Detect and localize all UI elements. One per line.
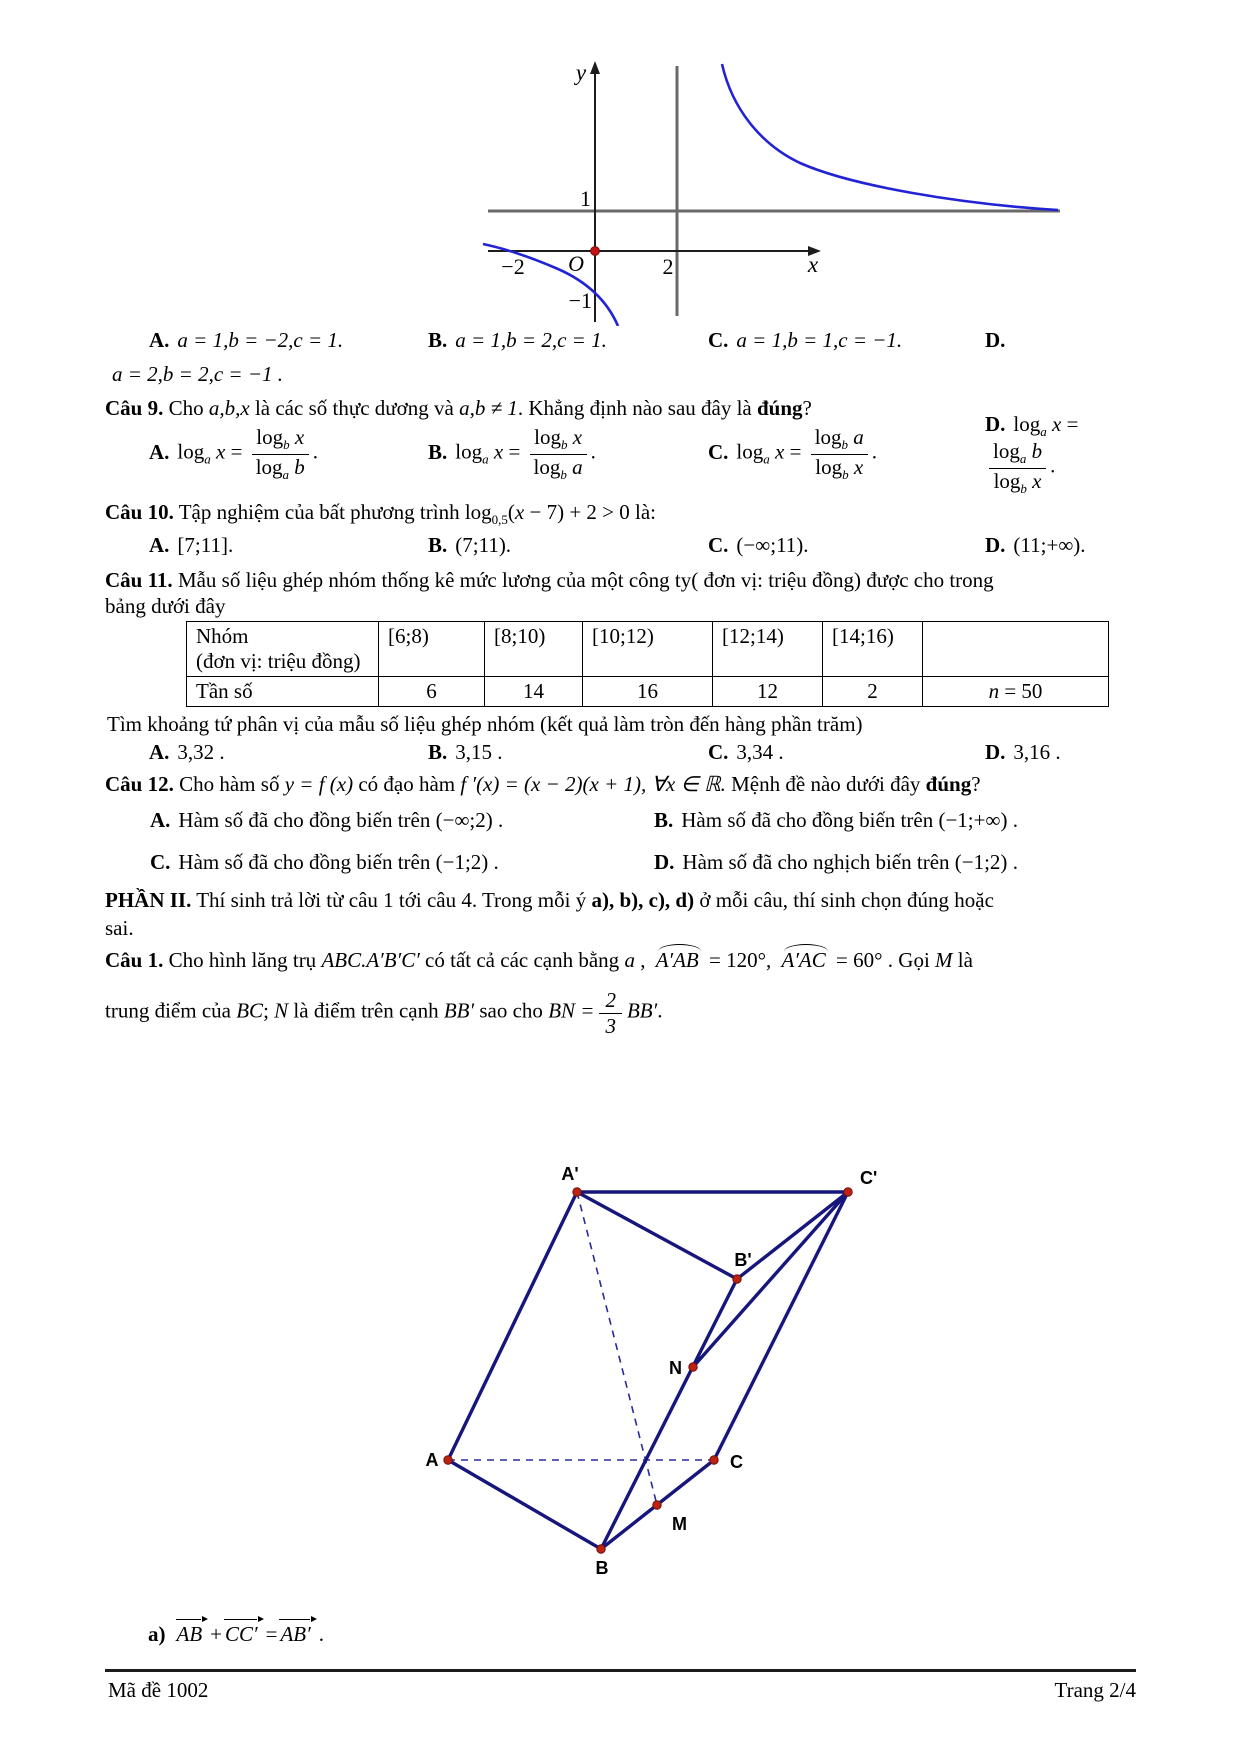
- option-label: A.: [149, 328, 170, 352]
- question-number: Câu 12.: [105, 772, 174, 796]
- freq-cell: 2: [823, 677, 923, 707]
- question-number: Câu 9.: [105, 396, 164, 420]
- footer: [108, 1678, 1136, 1703]
- c9-option-c: C. $\log_a x$ = $\frac{\log_b a}{\log_b x}$ .: [708, 425, 878, 482]
- exam-code: Mã đề 1002: [108, 1678, 209, 1702]
- prism-edges: [448, 1192, 848, 1549]
- freq-cell: 6: [379, 677, 485, 707]
- p2c1-line1: Câu 1. Cho hình lăng trụ ABC.A′B′C′ có tất cả các cạnh bằng a , A′AB = 120°, A′AC = 60° . Gọi M là: [105, 948, 973, 972]
- label-C: C: [730, 1452, 743, 1472]
- y-axis-label: y: [575, 60, 587, 85]
- vertex-B-dot: [597, 1545, 605, 1553]
- qgraph-options: [105, 328, 1136, 353]
- segment-NCp: [693, 1192, 848, 1367]
- label-M: M: [672, 1514, 687, 1534]
- group-cell: [6;8): [379, 622, 485, 677]
- group-cell: [14;16): [823, 622, 923, 677]
- c9-option-d: D. $\log_a x$ = $\frac{\log_a b}{\log_b x}$ .: [985, 412, 1079, 496]
- freq-cell: 14: [485, 677, 583, 707]
- c10-stem: Câu 10. Tập nghiệm của bất phương trình $\log_{0,5}(x - 7) + 2 > 0$ là:: [105, 500, 657, 527]
- edge-BpCp: [737, 1192, 848, 1279]
- freq-label-cell: Tần số: [187, 677, 379, 707]
- p2c1-line2: trung điểm của BC; N là điểm trên cạnh BB′ sao cho BN = $\frac{2}{3}$ BB′.: [105, 988, 663, 1038]
- c9-options: [105, 412, 1136, 496]
- c9-option-a: A. $\log_a x$ = $\frac{\log_b x}{\log_a b}$ .: [149, 425, 319, 482]
- group-header-cell: Nhóm (đơn vị: triệu đồng): [187, 622, 379, 677]
- c12-options-row2: C. Hàm số đã cho đồng biến trên (−1;2) . D. Hàm số đã cho nghịch biến trên (−1;2) .: [150, 850, 1018, 874]
- tick-x-neg2: −2: [501, 254, 525, 279]
- question-number: Câu 11.: [105, 568, 173, 592]
- c12-stem: Câu 12. Cho hàm số y = f (x) có đạo hàm f ′(x) = (x − 2)(x + 1), ∀x ∈ ℝ. Mệnh đề nào dưới đây đúng?: [105, 772, 981, 796]
- label-N: N: [669, 1358, 682, 1378]
- option-text: a = 1,b = 2,c = 1.: [455, 328, 607, 352]
- frequency-table: [186, 621, 1109, 707]
- c11-note: Tìm khoảng tứ phân vị của mẫu số liệu ghép nhóm (kết quả làm tròn đến hàng phần trăm): [107, 712, 863, 736]
- tick-y-1: 1: [580, 186, 591, 211]
- option-label: D.: [985, 328, 1006, 352]
- angle-hat: A′AC: [779, 948, 829, 972]
- label-B: B: [595, 1558, 609, 1578]
- label-Ap: A': [561, 1164, 579, 1184]
- origin-dot: [591, 247, 600, 256]
- item-a: a) AB + CC′ = AB′ .: [148, 1622, 324, 1646]
- qgraph-option-d-text: a = 2,b = 2,c = −1 .: [112, 362, 284, 386]
- c12-options-row1: A. Hàm số đã cho đồng biến trên (−∞;2) . B. Hàm số đã cho đồng biến trên (−1;+∞) .: [150, 808, 1018, 832]
- group-cell: [12;14): [713, 622, 823, 677]
- vector-CCp: CC′: [224, 1622, 262, 1646]
- footer-rule: [105, 1669, 1136, 1672]
- option-text: a = 1,b = 1,c = −1.: [736, 328, 903, 352]
- edge-AAp: [448, 1192, 577, 1460]
- point-N-dot: [689, 1363, 697, 1371]
- label-A: A: [425, 1450, 439, 1470]
- question-number: Câu 10.: [105, 500, 174, 524]
- edge-AB: [448, 1460, 601, 1549]
- curve-right-branch: [722, 64, 1058, 210]
- prism-figure: [410, 1150, 890, 1602]
- x-axis-label: x: [807, 252, 819, 277]
- vertex-A-dot: [444, 1456, 452, 1464]
- table-row-frequencies: [187, 677, 1109, 707]
- tick-y-neg1: −1: [568, 288, 592, 313]
- group-cell-empty: [923, 622, 1109, 677]
- c11-stem: Câu 11. Mẫu số liệu ghép nhóm thống kê mức lương của một công ty( đơn vị: triệu đồng) được cho trong bảng dưới đây: [105, 568, 994, 618]
- option-text: a = 1,b = −2,c = 1.: [177, 328, 344, 352]
- group-cell: [8;10): [485, 622, 583, 677]
- option-label: C.: [708, 328, 729, 352]
- point-M-dot: [653, 1501, 661, 1509]
- label-Cp: C': [860, 1168, 878, 1188]
- c9-option-b: B. $\log_a x$ = $\frac{\log_b x}{\log_b a}$ .: [428, 425, 596, 482]
- tick-x-2: 2: [662, 254, 674, 279]
- function-graph: [480, 58, 1070, 326]
- vertex-Bp-dot: [733, 1275, 741, 1283]
- fraction-2-3: $\frac{2}{3}$: [599, 989, 622, 1036]
- angle-hat: A′AB: [653, 948, 702, 972]
- label-Bp: B': [734, 1250, 752, 1270]
- c9-stem: Câu 9. Cho a,b,x là các số thực dương và a,b ≠ 1. Khẳng định nào sau đây là đúng?: [105, 396, 812, 420]
- vertex-C-dot: [710, 1456, 718, 1464]
- table-row-groups: [187, 622, 1109, 677]
- vertex-dots: [444, 1188, 852, 1553]
- vector-ABp: AB′: [279, 1622, 314, 1646]
- freq-cell: 12: [713, 677, 823, 707]
- origin-label: O: [568, 251, 584, 276]
- edge-BBp: [601, 1279, 737, 1549]
- c11-options: A. 3,32 . B. 3,15 . C. 3,34 . D. 3,16 .: [149, 740, 1061, 764]
- group-cell: [10;12): [583, 622, 713, 677]
- c10-options: A. [7;11]. B. (7;11). C. (−∞;11). D. (11;+∞).: [149, 533, 1086, 557]
- freq-cell: 16: [583, 677, 713, 707]
- vertex-Cp-dot: [844, 1188, 852, 1196]
- page-number: Trang 2/4: [1054, 1678, 1136, 1702]
- vertex-Ap-dot: [573, 1188, 581, 1196]
- phan2-header: PHẦN II. Thí sinh trả lời từ câu 1 tới câu 4. Trong mỗi ý a), b), c), d) ở mỗi câu, thí sinh chọn đúng hoặc sai.: [105, 888, 994, 940]
- option-label: B.: [428, 328, 448, 352]
- edge-CCp: [714, 1192, 848, 1460]
- edge-ApBp: [577, 1192, 737, 1279]
- y-axis-arrow-icon: [590, 61, 600, 74]
- total-cell: n = 50: [923, 677, 1109, 707]
- question-number: Câu 1.: [105, 948, 164, 972]
- vector-AB: AB: [176, 1622, 207, 1646]
